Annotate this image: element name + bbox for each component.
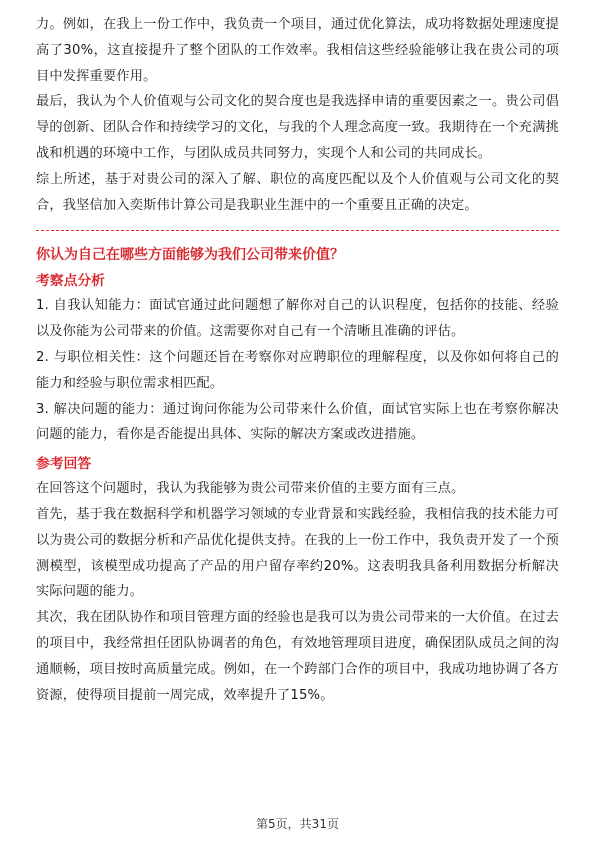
analysis-item-1: 1. 自我认知能力：面试官通过此问题想了解你对自己的认识程度，包括你的技能、经验以及你能为公司带来的价值。这需要你对自己有一个清晰且准确的评估。 [36,298,559,340]
question-title: 你认为自己在哪些方面能够为我们公司带来价值？ [36,247,344,264]
intro-paragraph-3: 综上所述，基于对贵公司的深入了解、职位的高度匹配以及个人价值观与公司文化的契合，我坚信加入奕斯伟计算公司是我职业生涯中的一个重要且正确的决定。 [36,171,559,213]
analysis-item-3: 3. 解决问题的能力：通过询问你能为公司带来什么价值，面试官实际上也在考察你解决问题的能力，看你是否能提出具体、实际的解决方案或改进措施。 [36,401,559,443]
reference-paragraph-3: 其次，我在团队协作和项目管理方面的经验也是我可以为贵公司带来的一大价值。在过去的项目中，我经常担任团队协调者的角色，有效地管理项目进度，确保团队成员之间的沟通顺畅，项目按时高质量完成。例如，在一个跨部门合作的项目中，我成功地协调了各方资源，使得项目提前一周完成，效率提升了15%。 [36,610,559,703]
analysis-heading: 考察点分析 [36,273,105,290]
intro-paragraph-2: 最后，我认为个人价值观与公司文化的契合度也是我选择申请的重要因素之一。贵公司倡导的创新、团队合作和持续学习的文化，与我的个人理念高度一致。我期待在一个充满挑战和机遇的环境中工作，与团队成员共同努力，实现个人和公司的共同成长。 [36,94,559,161]
spacer [36,448,559,450]
analysis-item-2: 2. 与职位相关性：这个问题还旨在考察你对应聘职位的理解程度，以及你如何将自己的能力和经验与职位需求相匹配。 [36,349,559,391]
reference-heading: 参考回答 [36,456,92,473]
reference-paragraph-2: 首先，基于我在数据科学和机器学习领域的专业背景和实践经验，我相信我的技术能力可以为贵公司的数据分析和产品优化提供支持。在我的上一份工作中，我负责开发了一个预测模型，该模型成功提高了产品的用户留存率约20%。这表明我具备利用数据分析解决实际问题的能力。 [36,506,559,600]
intro-paragraph-1: 力。例如，在我上一份工作中，我负责一个项目，通过优化算法，成功将数据处理速度提高了30%，这直接提升了整个团队的工作效率。我相信这些经验能够让我在贵公司的项目中发挥重要作用。 [36,17,559,84]
section-divider [36,230,559,231]
page-content [36,12,559,708]
reference-paragraph-1: 在回答这个问题时，我认为我能够为贵公司带来价值的主要方面有三点。 [36,481,465,497]
page-number: 第5页，共31页 [256,817,339,831]
